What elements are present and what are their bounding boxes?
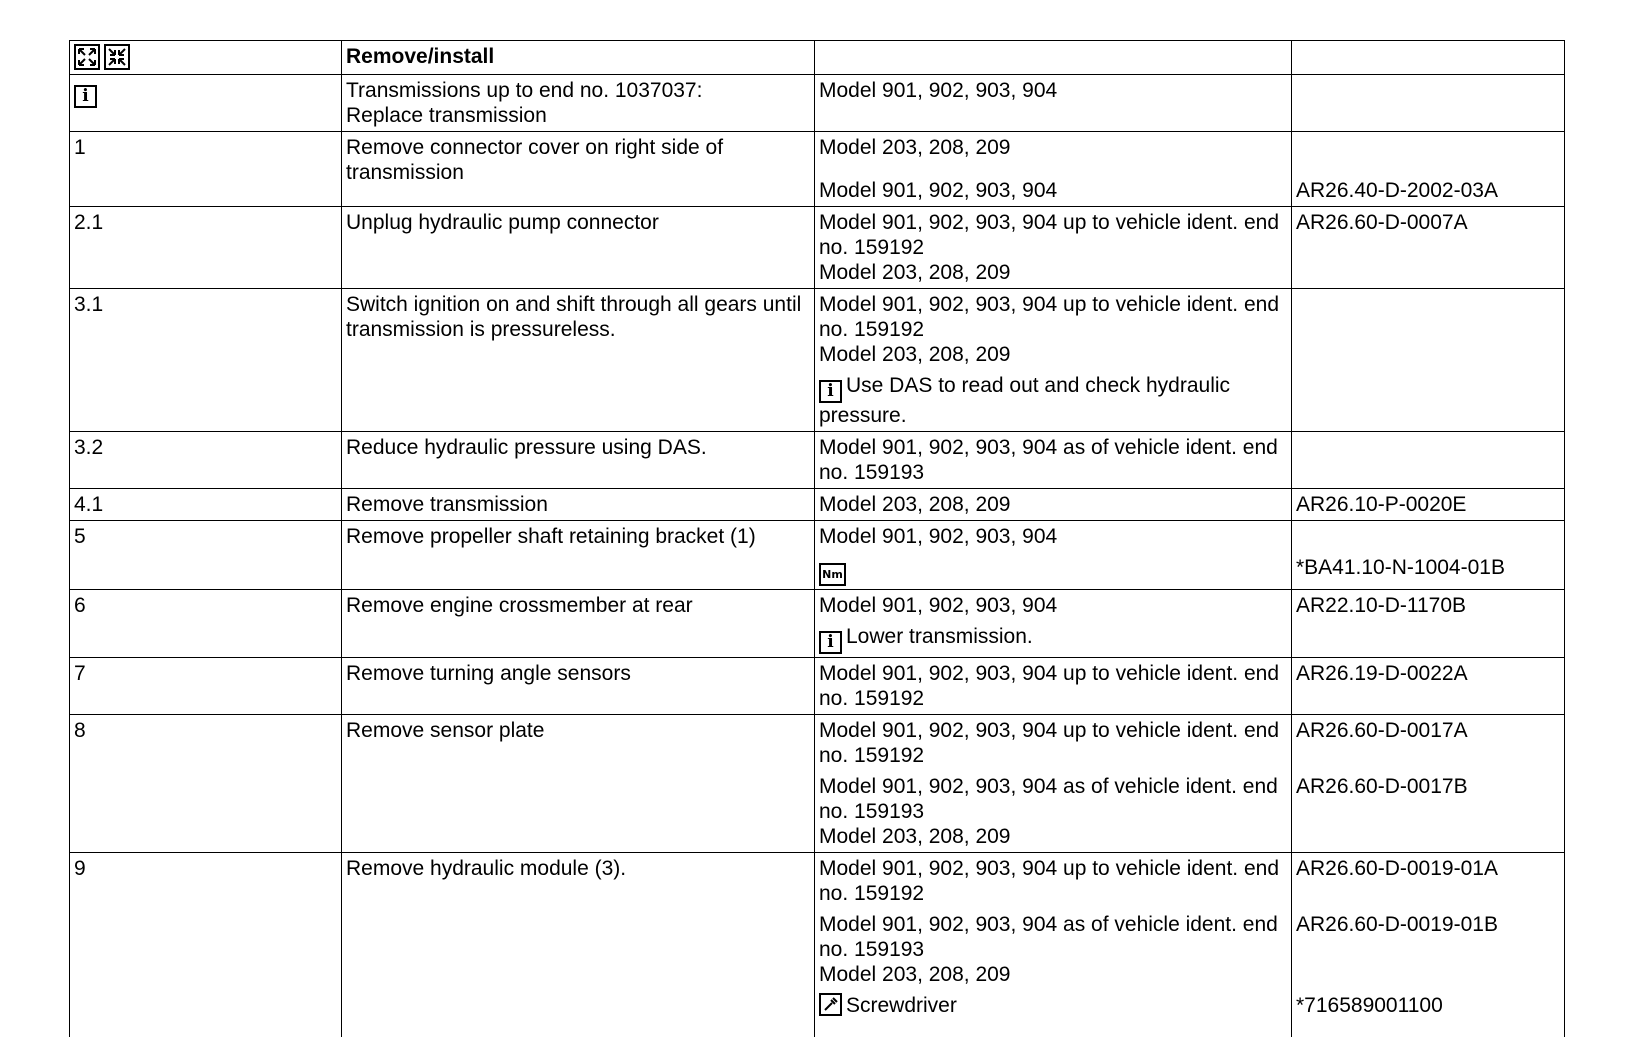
validity-cell: Model 901, 902, 903, 904 Nm <box>815 521 1292 590</box>
action-cell: Reduce hydraulic pressure using DAS. <box>342 432 815 489</box>
step-cell: 2.1 <box>70 207 342 289</box>
step-cell: 9 <box>70 853 342 1038</box>
step-cell: 1 <box>70 132 342 207</box>
reference-link[interactable]: AR26.60-D-0007A <box>1296 211 1468 234</box>
validity-cell: Model 901, 902, 903, 904 up to vehicle ident. end no. 159192 <box>815 658 1292 715</box>
note-text: Use DAS to read out and check hydraulic pressure. <box>819 374 1231 427</box>
reference-cell <box>1292 658 1565 715</box>
action-cell: Switch ignition on and shift through all gears until transmission is pressureless. <box>342 289 815 432</box>
remove-icon <box>74 44 100 70</box>
reference-cell <box>1292 432 1565 489</box>
validity-cell: Model 901, 902, 903, 904 i Lower transmission. <box>815 590 1292 658</box>
action-cell: Transmissions up to end no. 1037037: Replace transmission <box>342 75 815 132</box>
validity-cell: Model 901, 902, 903, 904 <box>815 75 1292 132</box>
action-cell: Remove hydraulic module (3). <box>342 853 815 1038</box>
header-empty-cell <box>815 41 1292 75</box>
validity-cell: Model 901, 902, 903, 904 up to vehicle ident. end no. 159192 Model 901, 902, 903, 904 as of vehicle ident. end no. 159193 Model 203, 208, 209 Screwdriver <box>815 853 1292 1038</box>
validity-cell: Model 203, 208, 209 Model 901, 902, 903, 904 <box>815 132 1292 207</box>
reference-cell <box>1292 289 1565 432</box>
reference-link[interactable]: AR26.10-P-0020E <box>1296 493 1467 516</box>
action-cell: Remove transmission <box>342 489 815 521</box>
step-cell: 4.1 <box>70 489 342 521</box>
action-cell: Remove turning angle sensors <box>342 658 815 715</box>
action-cell: Remove sensor plate <box>342 715 815 853</box>
reference-cell <box>1292 590 1565 658</box>
table-row <box>70 715 1565 853</box>
table-row <box>70 590 1565 658</box>
table-row <box>70 75 1565 132</box>
reference-link[interactable]: AR26.60-D-0017B <box>1296 775 1468 798</box>
screwdriver-icon <box>819 993 842 1016</box>
validity-cell: Model 901, 902, 903, 904 up to vehicle ident. end no. 159192 Model 901, 902, 903, 904 as of vehicle ident. end no. 159193 Model 203, 208, 209 <box>815 715 1292 853</box>
step-cell: 8 <box>70 715 342 853</box>
reference-cell <box>1292 853 1565 1038</box>
reference-cell <box>1292 75 1565 132</box>
note-text: Lower transmission. <box>846 625 1033 648</box>
reference-cell <box>1292 132 1565 207</box>
validity-cell: Model 203, 208, 209 <box>815 489 1292 521</box>
action-cell: Unplug hydraulic pump connector <box>342 207 815 289</box>
header-title: Remove/install <box>342 41 815 75</box>
procedure-table <box>69 40 1565 1037</box>
reference-cell <box>1292 715 1565 853</box>
torque-nm-icon: Nm <box>819 563 846 586</box>
reference-link[interactable]: AR26.60-D-0019-01B <box>1296 913 1498 936</box>
info-icon: i <box>819 380 842 403</box>
reference-cell <box>1292 489 1565 521</box>
validity-cell: Model 901, 902, 903, 904 up to vehicle ident. end no. 159192 Model 203, 208, 209 i Use DAS to read out and check hydraulic pressure. <box>815 289 1292 432</box>
info-icon: i <box>74 85 97 108</box>
header-icons-cell <box>70 41 342 75</box>
info-icon: i <box>819 631 842 654</box>
action-cell: Remove engine crossmember at rear <box>342 590 815 658</box>
validity-cell: Model 901, 902, 903, 904 up to vehicle ident. end no. 159192 Model 203, 208, 209 <box>815 207 1292 289</box>
reference-link[interactable]: AR26.40-D-2002-03A <box>1296 179 1498 202</box>
action-cell: Remove propeller shaft retaining bracket (1) <box>342 521 815 590</box>
reference-cell <box>1292 207 1565 289</box>
procedure-page <box>69 40 1564 1037</box>
reference-link[interactable]: AR22.10-D-1170B <box>1296 594 1467 617</box>
step-cell: 7 <box>70 658 342 715</box>
step-cell: 5 <box>70 521 342 590</box>
table-row <box>70 207 1565 289</box>
table-row <box>70 432 1565 489</box>
table-row <box>70 521 1565 590</box>
step-cell: 6 <box>70 590 342 658</box>
step-cell: 3.1 <box>70 289 342 432</box>
tool-part-number[interactable]: *716589001100 <box>1296 994 1443 1017</box>
table-row <box>70 132 1565 207</box>
install-icon <box>104 44 130 70</box>
reference-link[interactable]: AR26.19-D-0022A <box>1296 662 1468 685</box>
table-header-row <box>70 41 1565 75</box>
reference-cell <box>1292 521 1565 590</box>
reference-link[interactable]: AR26.60-D-0019-01A <box>1296 857 1498 880</box>
validity-cell: Model 901, 902, 903, 904 as of vehicle ident. end no. 159193 <box>815 432 1292 489</box>
reference-link[interactable]: *BA41.10-N-1004-01B <box>1296 556 1505 579</box>
table-row <box>70 658 1565 715</box>
table-row <box>70 489 1565 521</box>
step-cell <box>70 75 342 132</box>
action-cell: Remove connector cover on right side of transmission <box>342 132 815 207</box>
table-row <box>70 853 1565 1038</box>
table-row <box>70 289 1565 432</box>
reference-link[interactable]: AR26.60-D-0017A <box>1296 719 1468 742</box>
header-empty-cell <box>1292 41 1565 75</box>
tool-text: Screwdriver <box>846 994 957 1017</box>
step-cell: 3.2 <box>70 432 342 489</box>
